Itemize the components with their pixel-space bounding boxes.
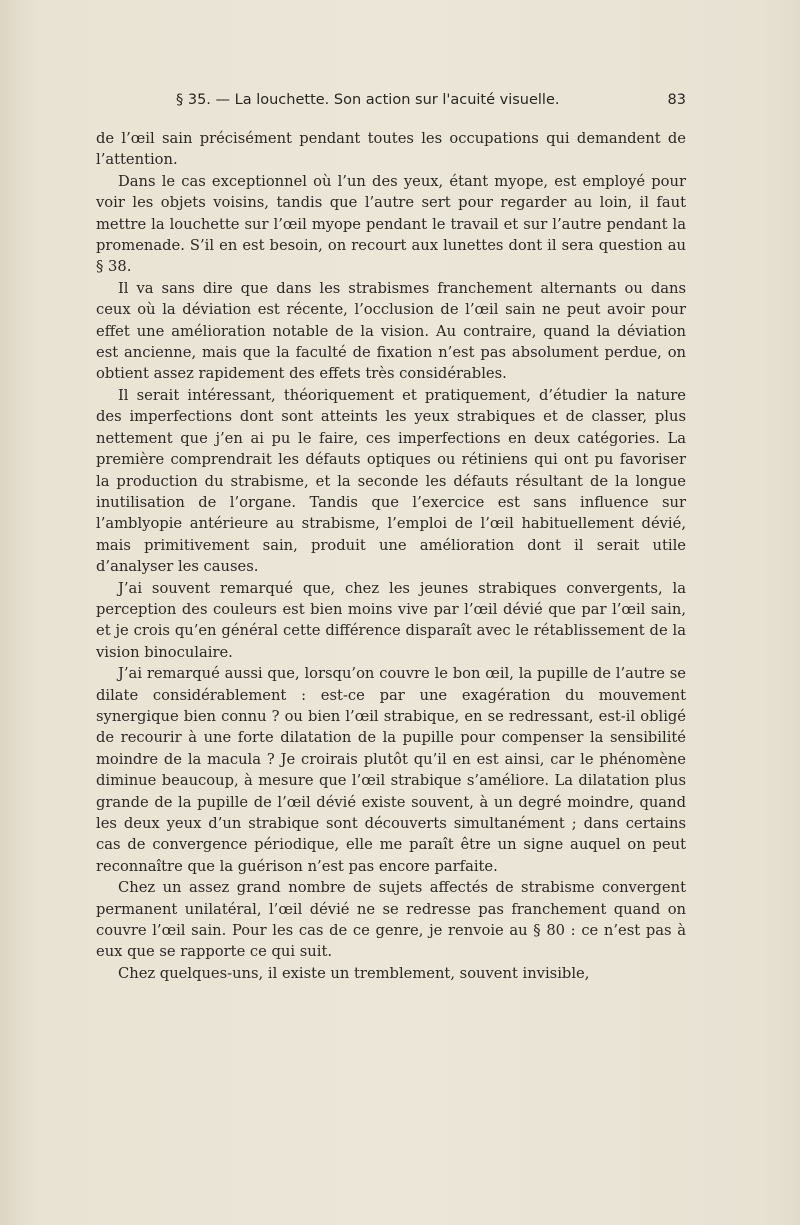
paragraph: Il va sans dire que dans les strabismes franchement alternants ou dans ceux où la déviation est récente, l’occlusion de l’œil sain ne peut avoir pour effet une amélioration notable de la vision. Au contraire, quand la déviation est ancienne, mais que la faculté de fixation n’est pas absolument perdue, on obtient assez rapidement des effets très considérables. (96, 279, 686, 383)
paragraph: J’ai remarqué aussi que, lorsqu’on couvre le bon œil, la pupille de l’autre se dilate considérablement : est-ce par une exagération du mouvement synergique bien connu ? ou bien l’œil strabique, en se redressant, est-il obligé de recourir à une forte dilatation de la pupille pour compenser la sensibilité moindre de la macula ? Je croirais plutôt qu’il en est ainsi, car le phénomène diminue beaucoup, à mesure que l’œil strabique s’améliore. La dilatation plus grande de la pupille de l’œil dévié existe souvent, à un degré moindre, quand les deux yeux d’un strabique sont découverts simultanément ; dans certains cas de convergence périodique, elle me paraît être un signe auquel on peut reconnaître que la guérison n’est pas encore parfaite. (96, 665, 686, 875)
paragraph: Il serait intéressant, théoriquement et pratiquement, d’étudier la nature des imperfections dont sont atteints les yeux strabiques et de classer, plus nettement que j’en ai pu le faire, ces imperfections en deux catégories. La première comprendrait les défauts optiques ou rétiniens qui ont pu favoriser la production du strabisme, et la seconde les défauts résultant de la longue inutilisation de l’organe. Tandis que l’exercice est sans influence sur l’amblyopie antérieure au strabisme, l’emploi de l’œil habituellement dévié, mais primitivement sain, produit une amélioration dont il serait utile d’analyser les causes. (96, 386, 686, 576)
paragraph: Chez un assez grand nombre de sujets affectés de strabisme convergent permanent unilatéral, l’œil dévié ne se redresse pas franchement quand on couvre l’œil sain. Pour les cas de ce genre, je renvoie au § 80 : ce n’est pas à eux que se rapporte ce qui suit. (96, 879, 686, 961)
paragraph: J’ai souvent remarqué que, chez les jeunes strabiques convergents, la perception des couleurs est bien moins vive par l’œil dévié que par l’œil sain, et je crois qu’en général cette différence disparaît avec le rétablissement de la vision binoculaire. (96, 579, 686, 661)
page-number: 83 (667, 92, 686, 108)
running-header (176, 92, 686, 114)
section-title: § 35. — La louchette. Son action sur l'acuité visuelle. (176, 92, 560, 108)
paragraph: Chez quelques-uns, il existe un tremblement, souvent invisible, (118, 964, 590, 982)
paragraph: Dans le cas exceptionnel où l’un des yeux, étant myope, est employé pour voir les objets voisins, tandis que l’autre sert pour regarder au loin, il faut mettre la louchette sur l’œil myope pendant le travail et sur l’autre pendant la promenade. S’il en est besoin, on recourt aux lunettes dont il sera question au § 38. (96, 172, 686, 276)
body-text (96, 128, 686, 984)
paragraph: de l’œil sain précisément pendant toutes les occupations qui demandent de l’attention. (96, 130, 686, 169)
